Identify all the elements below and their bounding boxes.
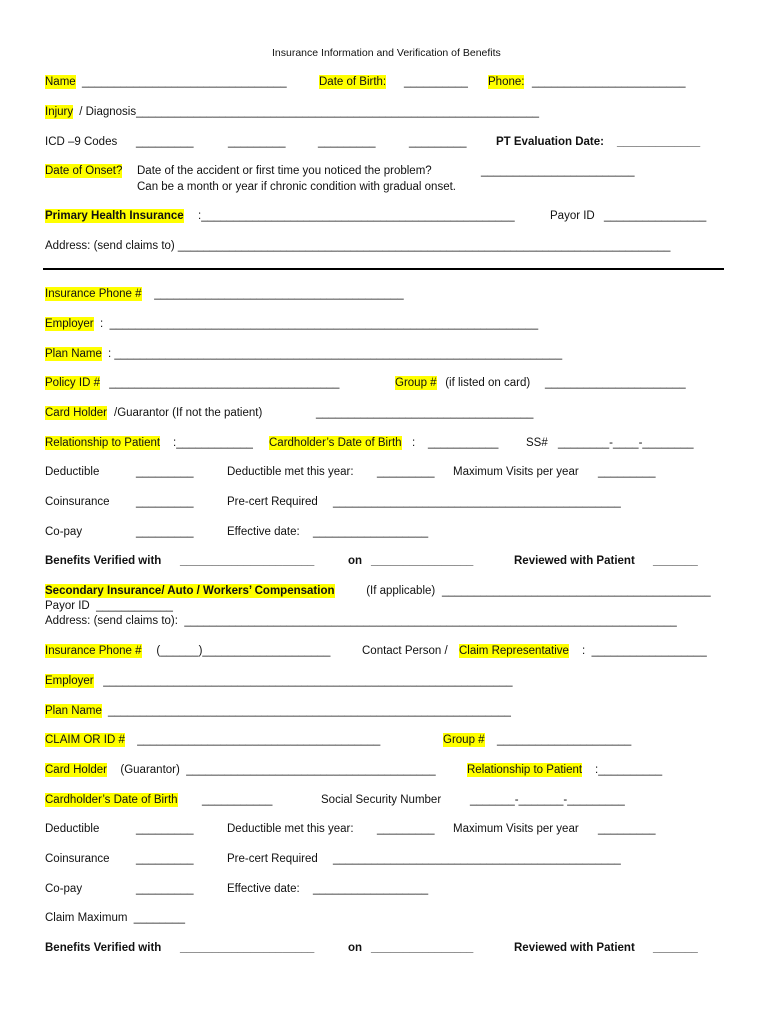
- secondary-payor-id-field[interactable]: Payor ID ____________: [45, 600, 173, 612]
- cardholder-dob-label: Cardholder’s Date of Birth: [269, 437, 402, 449]
- name-label: Name: [45, 76, 76, 88]
- form-title: Insurance Information and Verification of Benefits: [272, 47, 501, 59]
- claim-id-label: CLAIM OR ID #: [45, 734, 125, 746]
- relationship-label: Relationship to Patient: [45, 437, 161, 449]
- guarantor-note: /Guarantor (If not the patient): [114, 407, 263, 419]
- copay-field[interactable]: _________: [136, 526, 194, 538]
- secondary-effective-date-field[interactable]: __________________: [313, 883, 429, 895]
- secondary-plan-name-field[interactable]: _______________________________________________________________: [108, 705, 511, 717]
- secondary-max-visits-label: Maximum Visits per year: [453, 823, 579, 835]
- diagnosis-field[interactable]: / Diagnosis_______________________________________________________________: [76, 106, 540, 118]
- secondary-cardholder-dob-field[interactable]: ___________: [202, 794, 273, 806]
- icd-field-4[interactable]: _________: [409, 136, 467, 148]
- onset-question: Date of the accident or first time you noticed the problem?: [137, 165, 432, 177]
- card-holder-label: Card Holder: [45, 407, 107, 419]
- claim-representative-label: Claim Representative: [459, 645, 569, 657]
- phone-label: Phone:: [488, 76, 525, 88]
- secondary-address-field[interactable]: Address: (send claims to): _____________________________________________________________________________: [45, 615, 677, 627]
- secondary-group-label: Group #: [443, 734, 485, 746]
- secondary-benefits-verified-field[interactable]: _____________________: [180, 942, 315, 954]
- secondary-max-visits-field[interactable]: _________: [598, 823, 656, 835]
- dob-label: Date of Birth:: [319, 76, 387, 88]
- secondary-deductible-met-label: Deductible met this year:: [227, 823, 354, 835]
- contact-person-label: Contact Person /: [362, 645, 451, 657]
- deductible-met-field[interactable]: _________: [377, 466, 435, 478]
- copay-label: Co-pay: [45, 526, 83, 538]
- icd-field-3[interactable]: _________: [318, 136, 376, 148]
- secondary-precert-label: Pre-cert Required: [227, 853, 318, 865]
- ss-field[interactable]: ________-____-________: [558, 437, 694, 449]
- effective-date-field[interactable]: __________________: [313, 526, 429, 538]
- secondary-benefits-verified-label: Benefits Verified with: [45, 942, 162, 954]
- secondary-verified-on-label: on: [348, 942, 363, 954]
- precert-label: Pre-cert Required: [227, 496, 318, 508]
- secondary-card-holder-label: Card Holder: [45, 764, 107, 776]
- verified-on-label: on: [348, 555, 363, 567]
- icd-label: ICD –9 Codes: [45, 136, 118, 148]
- secondary-employer-field[interactable]: ________________________________________________________________: [100, 675, 513, 687]
- secondary-copay-field[interactable]: _________: [136, 883, 194, 895]
- relationship-field[interactable]: :____________: [173, 437, 253, 449]
- secondary-group-field[interactable]: _____________________: [497, 734, 632, 746]
- max-visits-label: Maximum Visits per year: [453, 466, 579, 478]
- onset-label: Date of Onset?: [45, 165, 123, 177]
- employer-label: Employer: [45, 318, 94, 330]
- secondary-cardholder-dob-label: Cardholder’s Date of Birth: [45, 794, 178, 806]
- plan-name-field[interactable]: : ______________________________________________________________________: [108, 348, 563, 360]
- claim-id-field[interactable]: ______________________________________: [134, 734, 381, 746]
- icd-field-1[interactable]: _________: [136, 136, 194, 148]
- pt-eval-field[interactable]: _____________: [617, 136, 701, 148]
- secondary-reviewed-field[interactable]: _______: [653, 942, 698, 954]
- deductible-field[interactable]: _________: [136, 466, 194, 478]
- secondary-effective-date-label: Effective date:: [227, 883, 300, 895]
- pt-eval-label: PT Evaluation Date:: [496, 136, 604, 148]
- phone-field[interactable]: ________________________: [532, 76, 686, 88]
- policy-id-field[interactable]: ____________________________________: [106, 377, 340, 389]
- verified-on-field[interactable]: ________________: [371, 555, 474, 567]
- reviewed-field[interactable]: _______: [653, 555, 698, 567]
- onset-note: Can be a month or year if chronic condition with gradual onset.: [137, 181, 456, 193]
- ssn-label: Social Security Number: [321, 794, 442, 806]
- ssn-field[interactable]: _______-_______-_________: [470, 794, 625, 806]
- insurance-phone-field[interactable]: _______________________________________: [151, 288, 404, 300]
- secondary-deductible-met-field[interactable]: _________: [377, 823, 435, 835]
- group-label: Group #: [395, 377, 437, 389]
- secondary-plan-name-label: Plan Name: [45, 705, 102, 717]
- max-visits-field[interactable]: _________: [598, 466, 656, 478]
- primary-insurance-label: Primary Health Insurance: [45, 210, 184, 222]
- onset-field[interactable]: ________________________: [481, 165, 635, 177]
- benefits-verified-label: Benefits Verified with: [45, 555, 162, 567]
- ss-label: SS#: [526, 437, 548, 449]
- injury-label: Injury: [45, 106, 74, 118]
- group-note: (if listed on card): [442, 377, 531, 389]
- primary-insurance-field[interactable]: :_________________________________________________: [198, 210, 515, 222]
- secondary-copay-label: Co-pay: [45, 883, 83, 895]
- cardholder-dob-colon: :: [412, 437, 416, 449]
- secondary-employer-label: Employer: [45, 675, 94, 687]
- secondary-reviewed-label: Reviewed with Patient: [514, 942, 635, 954]
- secondary-card-holder-field[interactable]: (Guarantor) _______________________________________: [114, 764, 436, 776]
- payor-id-field[interactable]: ________________: [604, 210, 707, 222]
- secondary-insurance-phone-label: Insurance Phone #: [45, 645, 142, 657]
- deductible-met-label: Deductible met this year:: [227, 466, 354, 478]
- secondary-deductible-field[interactable]: _________: [136, 823, 194, 835]
- cardholder-dob-field[interactable]: ___________: [428, 437, 499, 449]
- secondary-relationship-label: Relationship to Patient: [467, 764, 583, 776]
- secondary-relationship-field[interactable]: :__________: [595, 764, 663, 776]
- secondary-insurance-field[interactable]: __________________________________________: [442, 585, 711, 597]
- effective-date-label: Effective date:: [227, 526, 300, 538]
- secondary-insurance-label: Secondary Insurance/ Auto / Workers’ Compensation: [45, 585, 335, 597]
- insurance-phone-label: Insurance Phone #: [45, 288, 142, 300]
- claim-maximum-field[interactable]: Claim Maximum ________: [45, 912, 185, 924]
- secondary-coinsurance-label: Coinsurance: [45, 853, 110, 865]
- icd-field-2[interactable]: _________: [228, 136, 286, 148]
- employer-field[interactable]: : ___________________________________________________________________: [100, 318, 539, 330]
- secondary-applicable-note: (If applicable): [363, 585, 436, 597]
- secondary-insurance-phone-field[interactable]: (______)____________________: [150, 645, 331, 657]
- coinsurance-label: Coinsurance: [45, 496, 110, 508]
- deductible-label: Deductible: [45, 466, 100, 478]
- secondary-verified-on-field[interactable]: ________________: [371, 942, 474, 954]
- precert-field[interactable]: _____________________________________________: [333, 496, 621, 508]
- primary-address-field[interactable]: Address: (send claims to) _____________________________________________________________________________: [45, 240, 671, 252]
- dob-field[interactable]: __________: [404, 76, 468, 88]
- policy-id-label: Policy ID #: [45, 377, 100, 389]
- reviewed-label: Reviewed with Patient: [514, 555, 635, 567]
- coinsurance-field[interactable]: _________: [136, 496, 194, 508]
- secondary-deductible-label: Deductible: [45, 823, 100, 835]
- payor-id-label: Payor ID: [550, 210, 595, 222]
- section-divider: [43, 268, 724, 270]
- card-holder-field[interactable]: __________________________________: [316, 407, 534, 419]
- benefits-verified-field[interactable]: _____________________: [180, 555, 315, 567]
- secondary-precert-field[interactable]: _____________________________________________: [333, 853, 621, 865]
- secondary-coinsurance-field[interactable]: _________: [136, 853, 194, 865]
- plan-name-label: Plan Name: [45, 348, 102, 360]
- name-field[interactable]: ________________________________: [82, 76, 287, 88]
- claim-representative-field[interactable]: : __________________: [582, 645, 707, 657]
- group-field[interactable]: ______________________: [545, 377, 686, 389]
